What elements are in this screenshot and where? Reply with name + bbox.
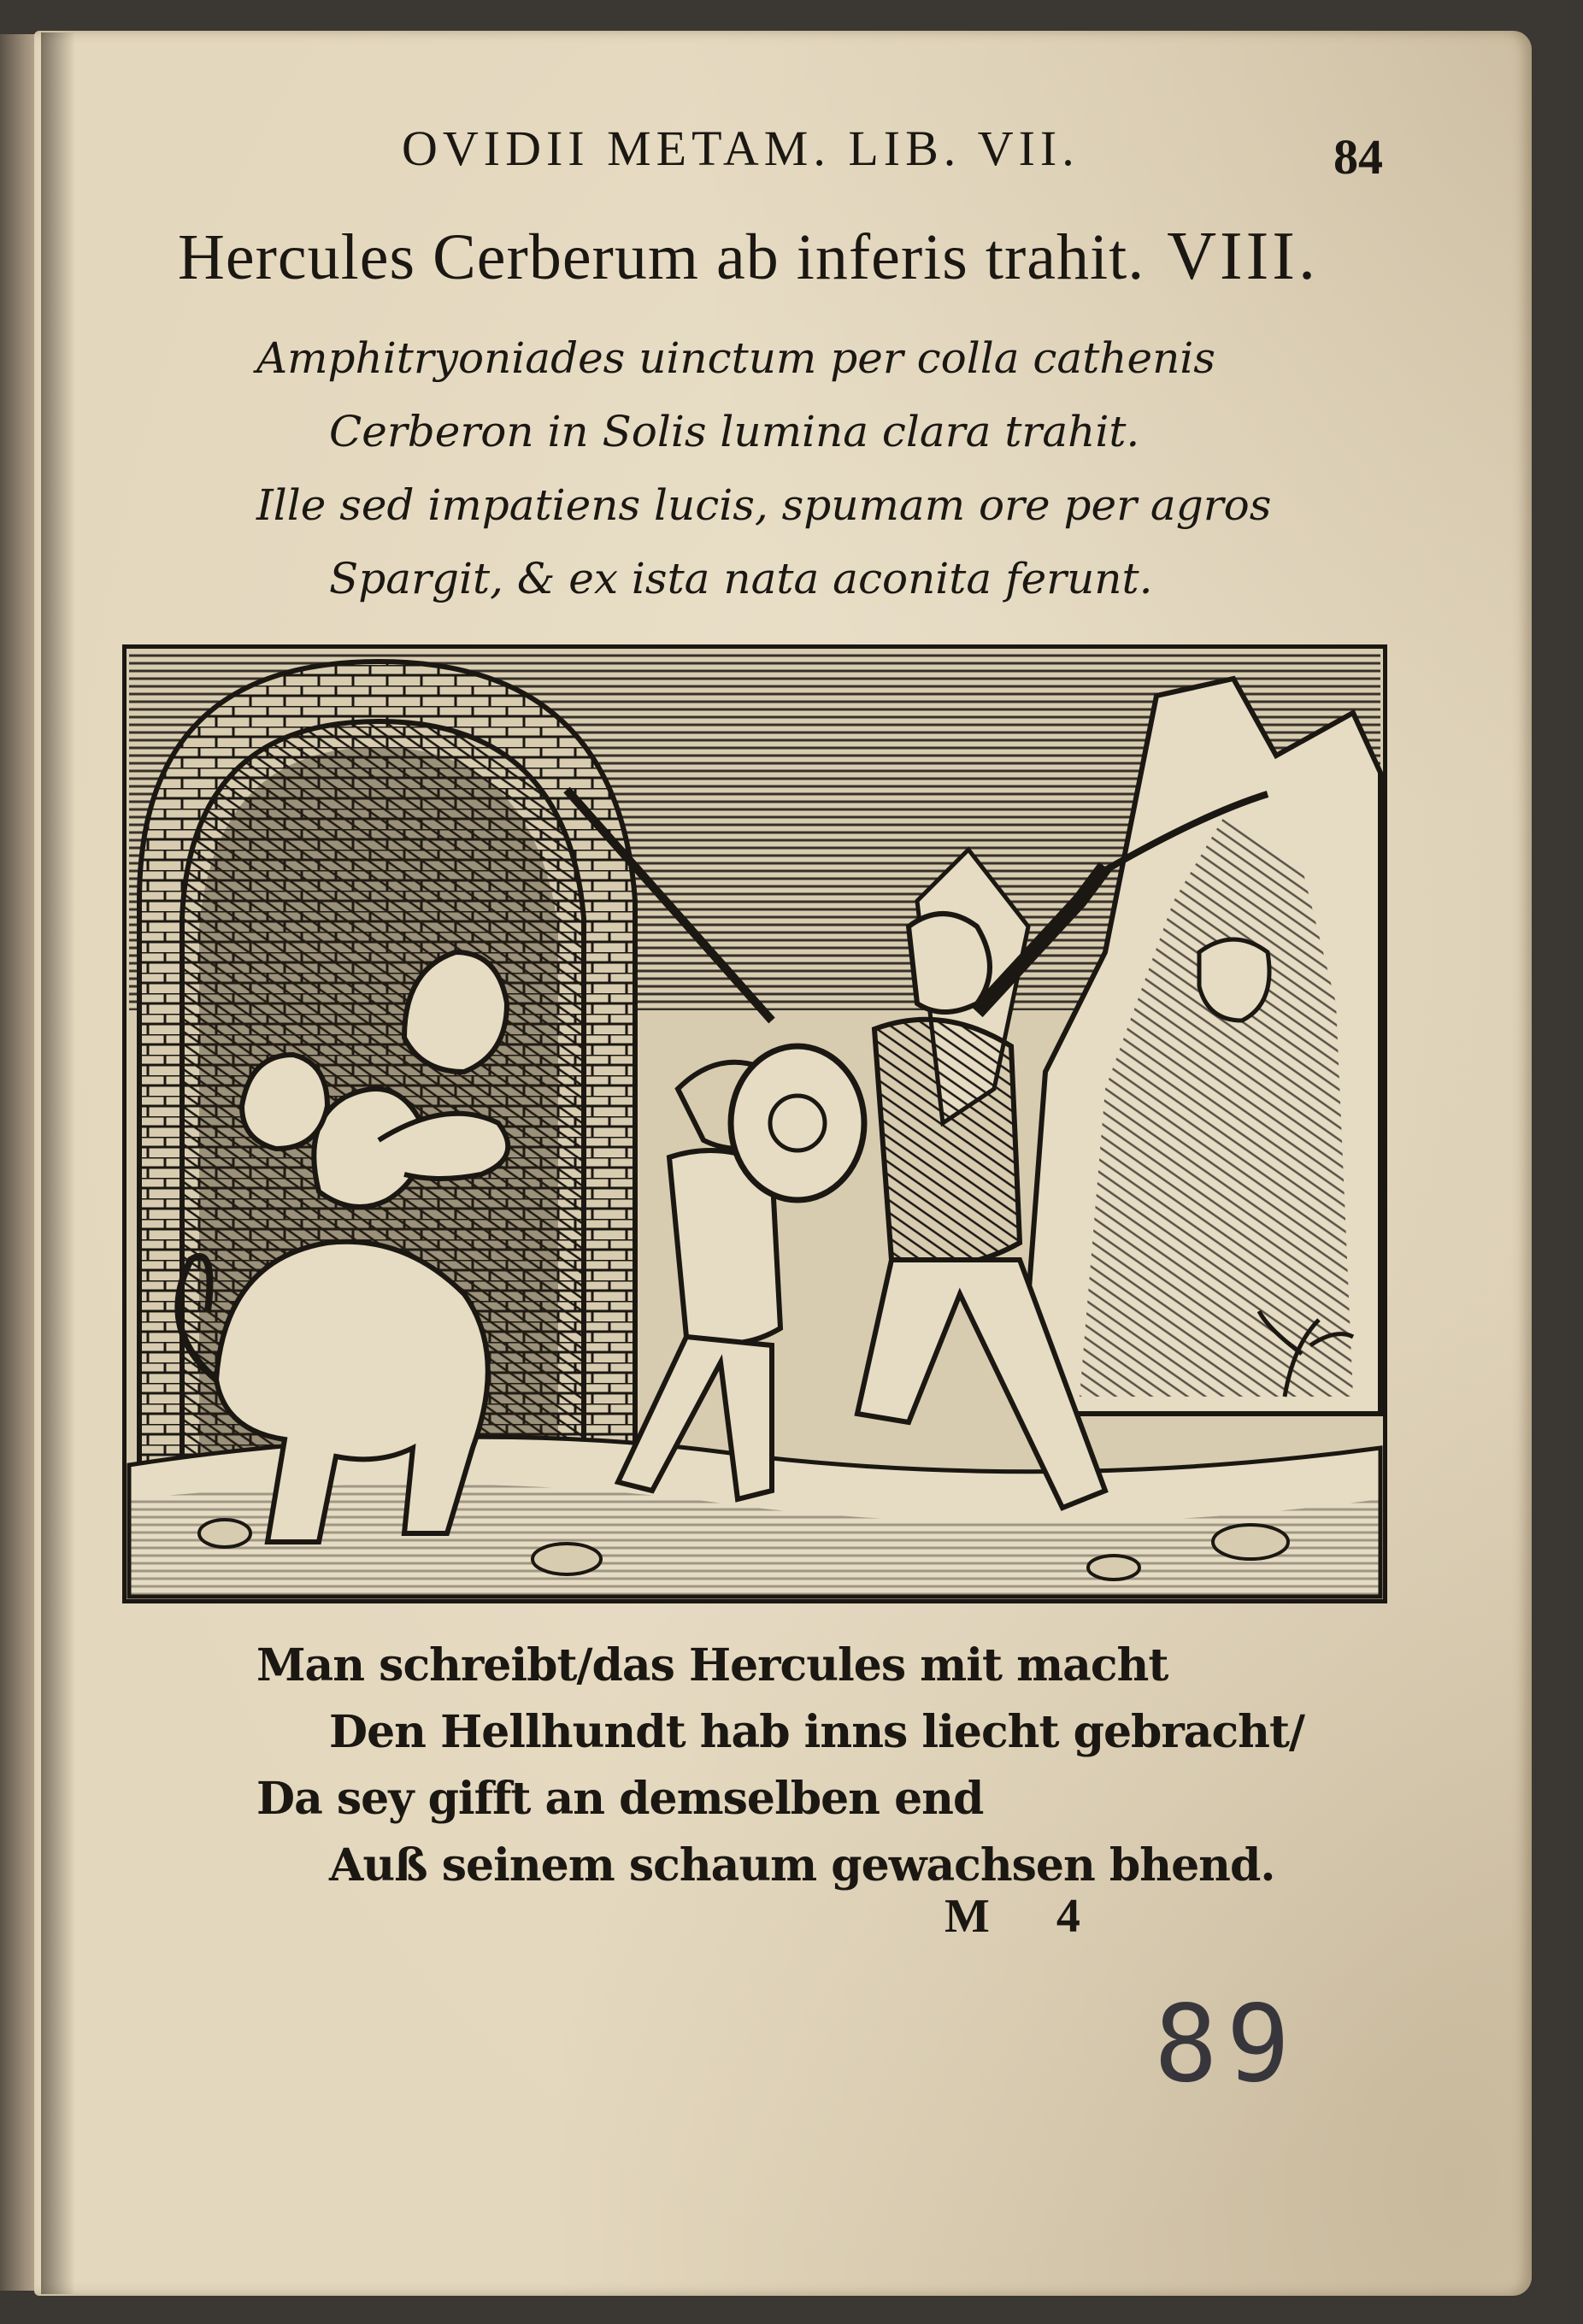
woodcut-illustration [122, 644, 1387, 1603]
page-title [178, 218, 1319, 296]
german-verse-line: Man schreibt/das Hercules mit macht [256, 1639, 1168, 1692]
latin-verse-line: Spargit, & ex ista nata aconita ferunt. [329, 554, 1153, 603]
spine-shadow [41, 32, 75, 2294]
german-verse-line: Auß seinem schaum gewachsen bhend. [329, 1839, 1275, 1892]
latin-verse-line: Cerberon in Solis lumina clara trahit. [329, 407, 1140, 456]
title-text: Hercules Cerberum ab inferis trahit. [178, 221, 1145, 293]
latin-verse-line: Amphitryoniades uinctum per colla cathenis [256, 333, 1215, 383]
library-stamp-number: 89 [1154, 1983, 1299, 2106]
title-number: VIII. [1167, 219, 1319, 294]
german-verse-line: Den Hellhundt hab inns liecht gebracht/ [329, 1706, 1304, 1758]
signature-mark: M 4 [945, 1890, 1108, 1943]
folio-number: 84 [1333, 129, 1383, 185]
running-head: OVIDII METAM. LIB. VII. [402, 121, 1080, 176]
latin-verse-line: Ille sed impatiens lucis, spumam ore per agros [256, 480, 1272, 530]
german-verse-line: Da sey gifft an demselben end [256, 1773, 984, 1825]
